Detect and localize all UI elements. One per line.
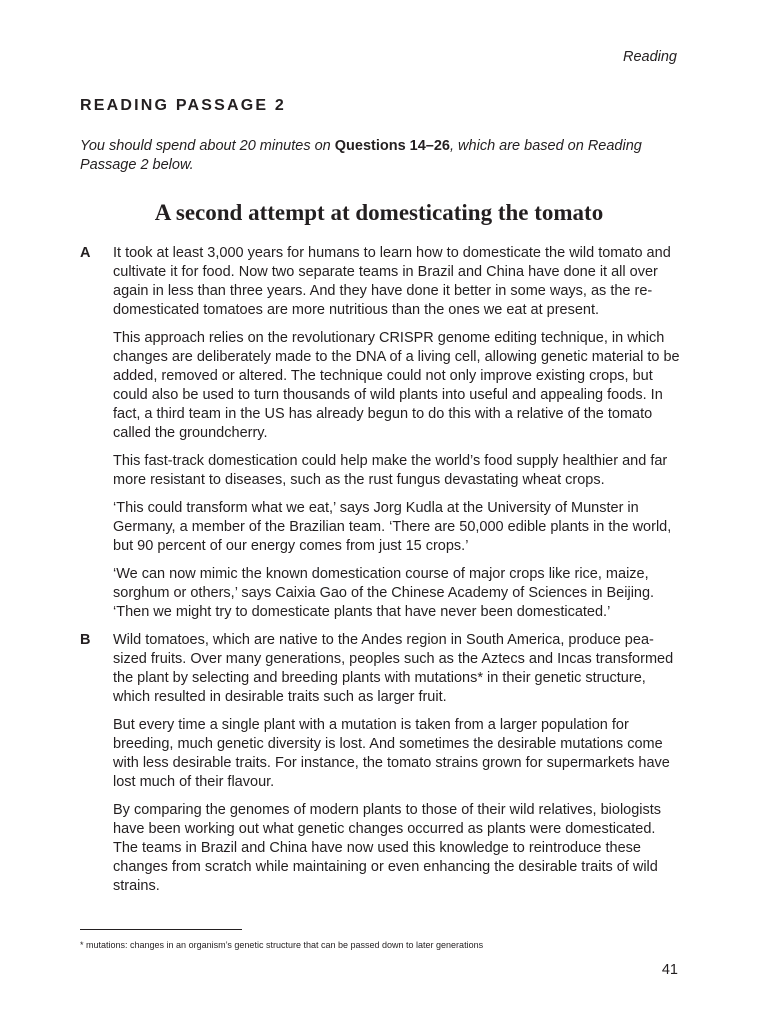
section-b [80, 631, 680, 896]
paragraph: Wild tomatoes, which are native to the Andes region in South America, produce pea-sized fruits. Over many generations, peoples such as the Aztecs and Incas transformed the plant by selecting and breeding plants with mutations* in their genetic structure, which resulted in desirable traits such as larger fruit. [113, 632, 674, 705]
paragraph: ‘This could transform what we eat,’ says Jorg Kudla at the University of Munster in Germany, a member of the Brazilian team. ‘There are 50,000 edible plants in the world, but 90 percent of our energy comes from just 15 crops.’ [113, 500, 672, 554]
footnote: * mutations: changes in an organism’s genetic structure that can be passed down to later generations [80, 940, 484, 950]
passage-body [80, 244, 680, 905]
section-letter: B [80, 632, 91, 648]
paragraph: It took at least 3,000 years for humans to learn how to domesticate the wild tomato and cultivate it for food. Now two separate teams in Brazil and China have done it all over again in less than three years. And they have done it better in some ways, as the re-domesticated tomatoes are more nutritious than the ones we eat at present. [113, 245, 671, 318]
instructions-questions: Questions 14–26 [334, 138, 450, 154]
paragraph: This approach relies on the revolutionary CRISPR genome editing technique, in which changes are deliberately made to the DNA of a living cell, allowing genetic material to be added, removed or altered. The technique could not only improve existing crops, but could also be used to turn thousands of wild plants into useful and appealing foods. In fact, a third team in the US has already begun to do this with a relative of the tomato called the groundcherry. [113, 330, 680, 441]
paragraph: By comparing the genomes of modern plants to those of their wild relatives, biologists have been working out what genetic changes occurred as plants were domesticated. The teams in Brazil and China have now used this knowledge to reintroduce these changes from scratch while maintaining or even enhancing the desirable traits of wild strains. [113, 802, 662, 894]
footnote-divider [80, 929, 242, 930]
paragraph: This fast-track domestication could help make the world’s food supply healthier and far more resistant to diseases, such as the rust fungus devastating wheat crops. [113, 453, 668, 488]
section-title: READING PASSAGE 2 [80, 97, 287, 114]
section-a [80, 244, 680, 622]
section-letter: A [80, 245, 91, 261]
paragraph: ‘We can now mimic the known domestication course of major crops like rice, maize, sorghum or others,’ says Caixia Gao of the Chinese Academy of Sciences in Beijing. ‘Then we might try to domesticate plants that have never been domesticated.’ [113, 566, 655, 620]
paragraph: But every time a single plant with a mutation is taken from a larger population for breeding, much genetic diversity is lost. And sometimes the desirable mutations come with less desirable traits. For instance, the tomato strains grown for supermarkets have lost much of their flavour. [113, 717, 670, 790]
instructions [80, 137, 690, 175]
page-number: 41 [661, 962, 678, 978]
passage-title: A second attempt at domesticating the tomato [154, 200, 604, 225]
instructions-suffix: , which are based on Reading Passage 2 below. [80, 138, 642, 173]
instructions-prefix: You should spend about 20 minutes on [80, 138, 335, 154]
running-head: Reading [622, 49, 677, 65]
